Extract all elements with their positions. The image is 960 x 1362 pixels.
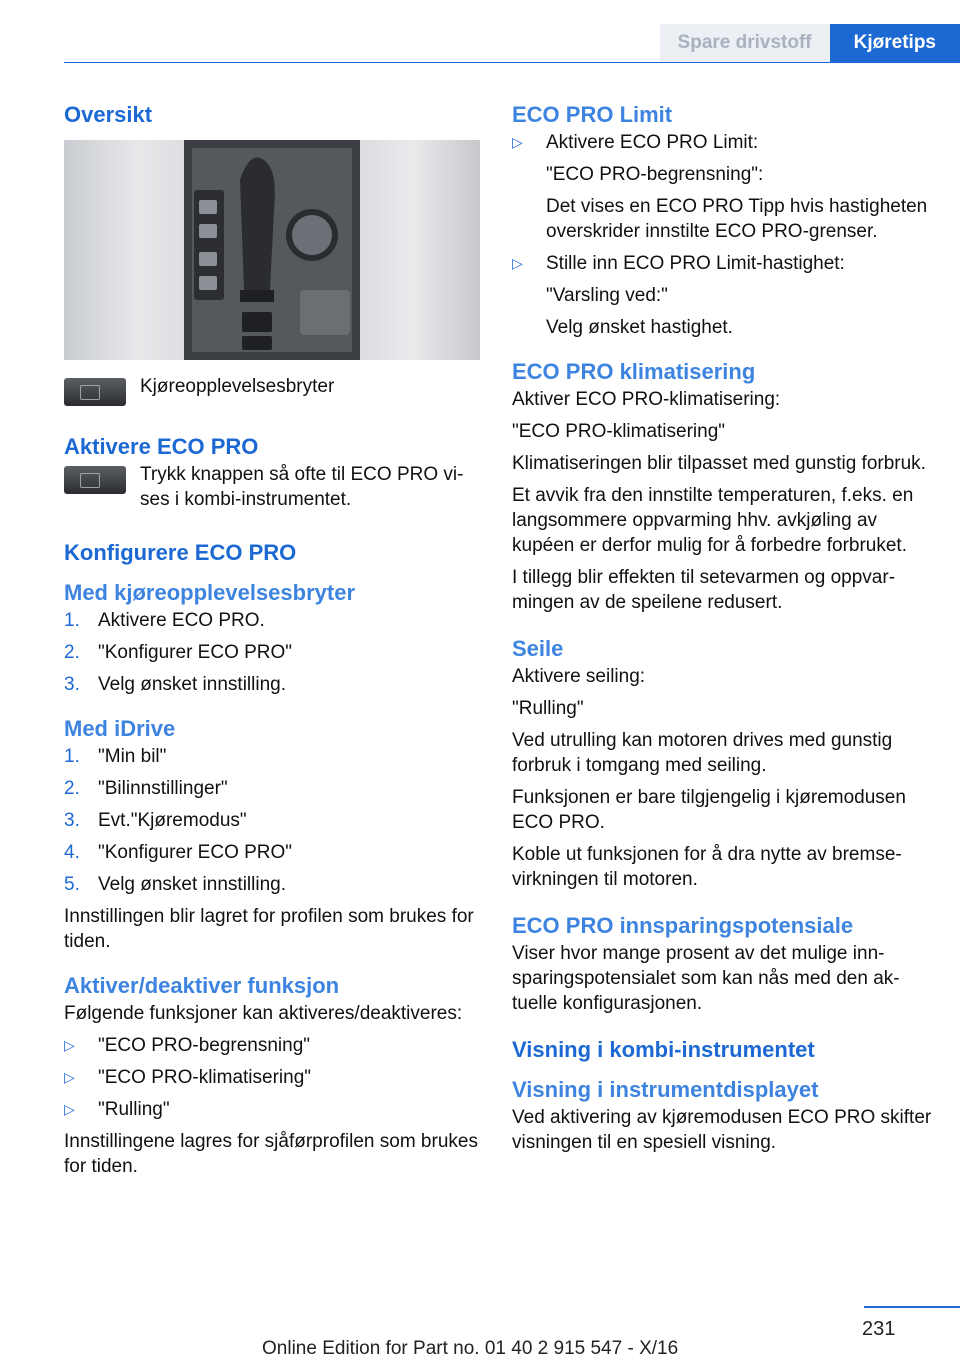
heading-klimatisering: ECO PRO klimatisering — [512, 359, 756, 384]
idrive-steps — [64, 744, 484, 897]
heading-aktiver-deaktiver: Aktiver/deaktiver funksjon — [64, 973, 340, 998]
paragraph: I tillegg blir effekten til setevarmen og oppvarmingen av de speilene redusert. — [512, 567, 896, 613]
list-item: 3. Velg ønsket innstilling. — [64, 674, 286, 695]
tab-kjoretips[interactable]: Kjøretips — [830, 24, 960, 62]
list-item: ▷ "ECO PRO-begrensning" — [64, 1035, 311, 1056]
heading-visning-display: Visning i instrumentdisplayet — [512, 1077, 819, 1102]
limit-items — [512, 130, 932, 340]
heading-seile: Seile — [512, 636, 564, 661]
footer-rule — [864, 1306, 960, 1308]
heading-oversikt: Oversikt — [64, 102, 153, 127]
aktivere-row — [64, 462, 484, 512]
paragraph: Ved aktivering av kjøremodusen ECO PRO skifter visningen til en spesiell visning. — [512, 1107, 932, 1153]
heading-visning-kombi: Visning i kombi-instrumentet — [512, 1037, 815, 1062]
console-photo — [64, 140, 480, 360]
paragraph: Klimatiseringen blir tilpasset med gunstig forbruk. — [512, 453, 926, 474]
list-item: ▷ "ECO PRO-klimatisering" — [64, 1067, 312, 1088]
paragraph: Koble ut funksjonen for å dra nytte av bremsevirkningen til motoren. — [512, 844, 902, 890]
list-item: 2. "Konfigurer ECO PRO" — [64, 642, 293, 663]
bryter-steps — [64, 608, 484, 697]
edition-footer: Online Edition for Part no. 01 40 2 915 547 - X/16 — [262, 1338, 679, 1359]
heading-eco-pro-limit: ECO PRO Limit — [512, 102, 673, 127]
list-item: 5. Velg ønsket innstilling. — [64, 874, 286, 895]
paragraph: Aktiver ECO PRO-klimatisering: — [512, 389, 781, 410]
heading-med-bryter: Med kjøreopplevelsesbryter — [64, 580, 356, 605]
header-tabs — [660, 24, 960, 62]
console-illustration — [64, 140, 480, 360]
paragraph: "ECO PRO-klimatisering" — [512, 421, 726, 442]
paragraph: Et avvik fra den innstilte temperaturen, f.eks. en langsommere oppvarming hhv. avkjøling av kupéen er derfor mulig for å forbedre forbruket. — [512, 485, 914, 556]
aktivere-text: Trykk knappen så ofte til ECO PRO vises i kombi-instrumentet. — [140, 464, 464, 510]
right-column — [512, 100, 932, 1162]
list-item: ▷ Aktivere ECO PRO Limit: "ECO PRO-begrensning": Det vises en ECO PRO Tipp hvis hastigheten overskrider innstilte ECO PRO-grenser. — [512, 132, 928, 242]
img-caption: Kjøreopplevelsesbryter — [140, 376, 335, 397]
list-item: 1. Aktivere ECO PRO. — [64, 610, 265, 631]
page-number: 231 — [862, 1318, 896, 1340]
paragraph: Viser hvor mange prosent av det mulige innsparingspotensialet som kan nås med den aktuelle konfigurasjonen. — [512, 943, 900, 1014]
ad-items — [64, 1033, 484, 1122]
paragraph: "Rulling" — [512, 698, 584, 719]
paragraph: Ved utrulling kan motoren drives med gunstig forbruk i tomgang med seiling. — [512, 730, 893, 776]
heading-aktivere: Aktivere ECO PRO — [64, 434, 259, 459]
heading-konfigurere: Konfigurere ECO PRO — [64, 540, 297, 565]
list-item: 1. "Min bil" — [64, 746, 167, 767]
paragraph: Aktivere seiling: — [512, 666, 646, 687]
tab-spare-drivstoff[interactable]: Spare drivstoff — [660, 24, 830, 62]
left-column — [64, 100, 484, 1186]
header-rule — [64, 62, 960, 63]
list-item: ▷ Stille inn ECO PRO Limit-hastighet: "Varsling ved:" Velg ønsket hastighet. — [512, 253, 845, 338]
heading-med-idrive: Med iDrive — [64, 716, 176, 741]
paragraph: Funksjonen er bare tilgjengelig i kjøremodusen ECO PRO. — [512, 787, 906, 833]
list-item: 3. Evt."Kjøremodus" — [64, 810, 247, 831]
driving-experience-switch-icon — [64, 466, 126, 494]
list-item: 4. "Konfigurer ECO PRO" — [64, 842, 293, 863]
ad-note: Innstillingene lagres for sjåførprofilen som brukes for tiden. — [64, 1131, 478, 1177]
ad-intro: Følgende funksjoner kan aktiveres/deaktiveres: — [64, 1003, 463, 1024]
list-item: 2. "Bilinnstillinger" — [64, 778, 228, 799]
caption-row — [64, 374, 484, 406]
driving-experience-switch-icon — [64, 378, 126, 406]
heading-innsparing: ECO PRO innsparingspotensiale — [512, 913, 854, 938]
idrive-note: Innstillingen blir lagret for profilen som brukes for tiden. — [64, 906, 474, 952]
list-item: ▷ "Rulling" — [64, 1099, 170, 1120]
